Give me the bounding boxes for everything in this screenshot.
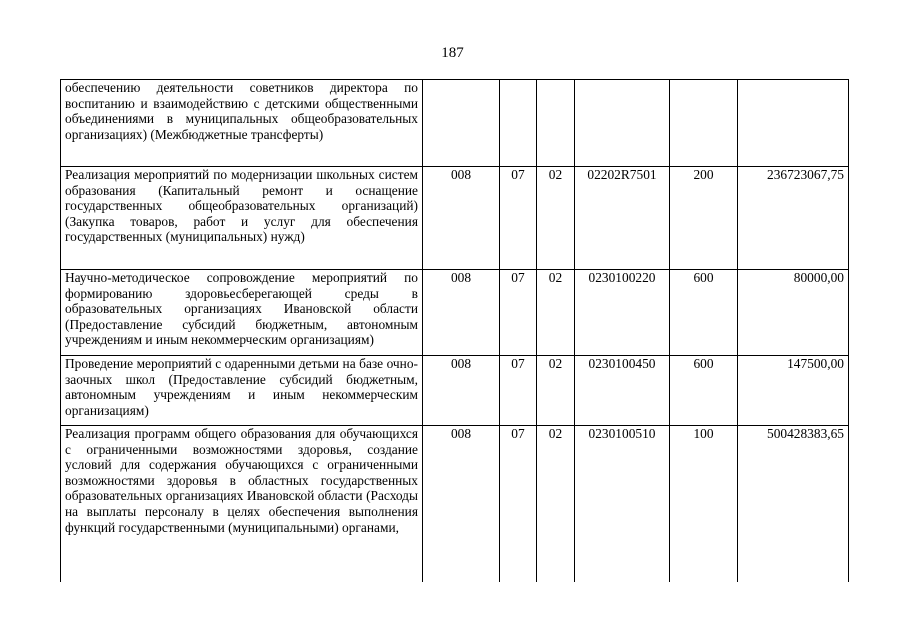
amount-cell xyxy=(738,80,849,167)
subsection-code-cell: 02 xyxy=(537,426,575,582)
target-article-cell: 0230100450 xyxy=(575,356,670,426)
page-number: 187 xyxy=(441,45,464,61)
section-code-cell: 07 xyxy=(500,426,537,582)
admin-code-cell: 008 xyxy=(423,426,500,582)
admin-code-cell: 008 xyxy=(423,270,500,356)
amount-cell: 147500,00 xyxy=(738,356,849,426)
expense-name-cell: Проведение мероприятий с одаренными детьми на базе очно-заочных школ (Предоставление субсидий бюджетным, автономным учреждениям и иным некоммерческим организациям) xyxy=(61,356,423,426)
amount-cell: 500428383,65 xyxy=(738,426,849,582)
expense-type-cell: 600 xyxy=(670,356,738,426)
expense-type-cell: 600 xyxy=(670,270,738,356)
admin-code-cell xyxy=(423,80,500,167)
amount-cell: 236723067,75 xyxy=(738,167,849,270)
expense-name-cell: обеспечению деятельности советников директора по воспитанию и взаимодействию с детскими общественными объединениями в муниципальных общеобразовательных организациях) (Межбюджетные трансферты) xyxy=(61,80,423,167)
target-article-cell: 0230100220 xyxy=(575,270,670,356)
target-article-cell xyxy=(575,80,670,167)
subsection-code-cell: 02 xyxy=(537,356,575,426)
expense-name-cell: Реализация программ общего образования для обучающихся с ограниченными возможностями здоровья, создание условий для содержания обучающихся с ограниченными возможностями здоровья в областных государственных образовательных организациях Ивановской области (Расходы на выплаты персоналу в целях обеспечения выполнения функций государственными (муниципальными) органами, xyxy=(61,426,423,582)
section-code-cell: 07 xyxy=(500,167,537,270)
subsection-code-cell: 02 xyxy=(537,167,575,270)
section-code-cell: 07 xyxy=(500,356,537,426)
budget-table xyxy=(60,79,849,582)
expense-name-cell: Научно-методическое сопровождение мероприятий по формированию здоровьесберегающей среды в образовательных организациях Ивановской области (Предоставление субсидий бюджетным, автономным учреждениям и иным некоммерческим организациям) xyxy=(61,270,423,356)
section-code-cell: 07 xyxy=(500,270,537,356)
amount-cell: 80000,00 xyxy=(738,270,849,356)
target-article-cell: 02202R7501 xyxy=(575,167,670,270)
expense-type-cell xyxy=(670,80,738,167)
table-row xyxy=(61,167,849,270)
section-code-cell xyxy=(500,80,537,167)
table-row xyxy=(61,356,849,426)
target-article-cell: 0230100510 xyxy=(575,426,670,582)
admin-code-cell: 008 xyxy=(423,356,500,426)
subsection-code-cell xyxy=(537,80,575,167)
admin-code-cell: 008 xyxy=(423,167,500,270)
subsection-code-cell: 02 xyxy=(537,270,575,356)
table-row xyxy=(61,80,849,167)
table-row xyxy=(61,270,849,356)
expense-name-cell: Реализация мероприятий по модернизации школьных систем образования (Капитальный ремонт и оснащение государственных общеобразовательных организаций) (Закупка товаров, работ и услуг для обеспечения государственных (муниципальных) нужд) xyxy=(61,167,423,270)
table-row xyxy=(61,426,849,582)
expense-type-cell: 100 xyxy=(670,426,738,582)
expense-type-cell: 200 xyxy=(670,167,738,270)
